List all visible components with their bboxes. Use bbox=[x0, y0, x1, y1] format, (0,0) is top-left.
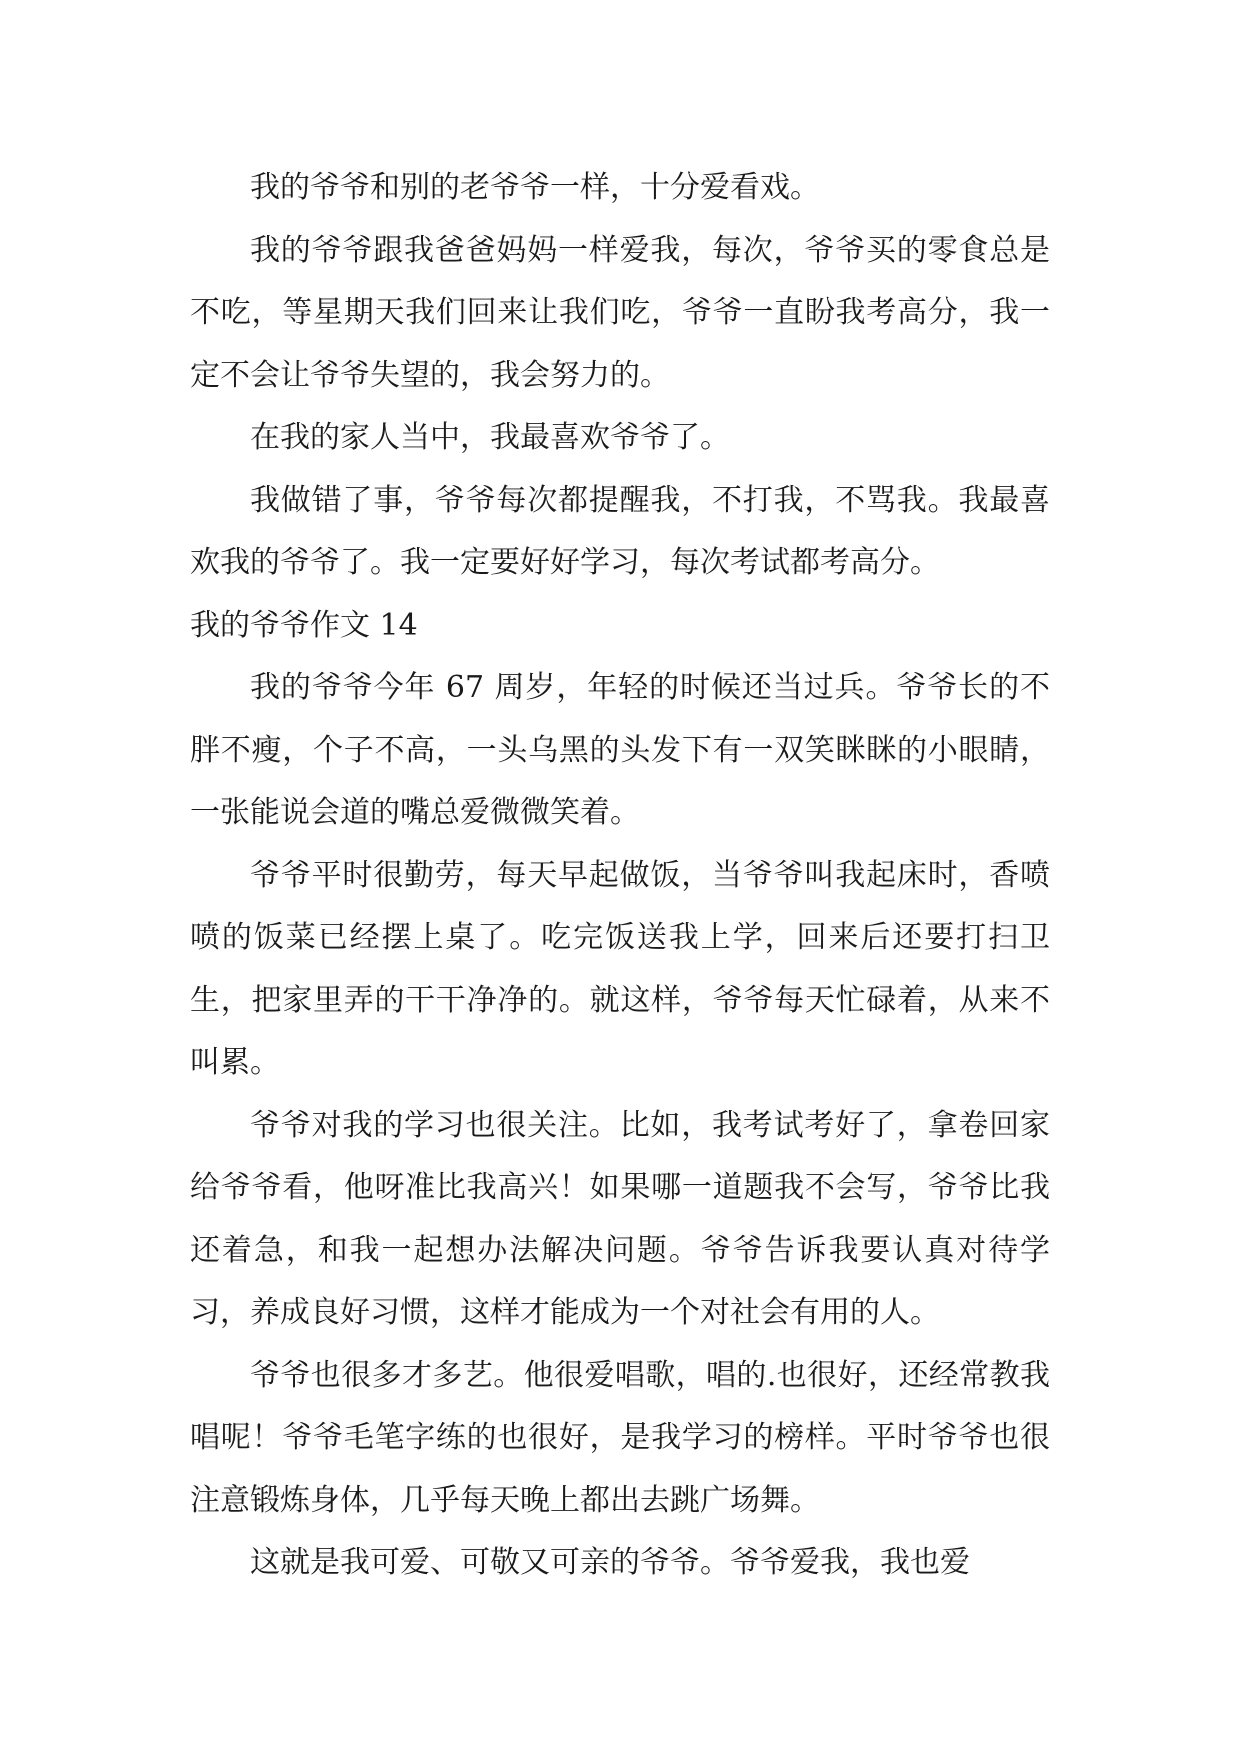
paragraph: 我的爷爷和别的老爷爷一样，十分爱看戏。 bbox=[250, 170, 820, 205]
document-body bbox=[190, 157, 1050, 1595]
paragraph: 爷爷也很多才多艺。他很爱唱歌，唱的.也很好，还经常教我唱呢！爷爷毛笔字练的也很好，是我学习的榜样。平时爷爷也很注意锻炼身体，几乎每天晚上都出去跳广场舞。 bbox=[190, 1357, 1050, 1518]
paragraph: 我做错了事，爷爷每次都提醒我，不打我，不骂我。我最喜欢我的爷爷了。我一定要好好学习，每次考试都考高分。 bbox=[190, 482, 1050, 580]
paragraph: 我的爷爷跟我爸爸妈妈一样爱我，每次，爷爷买的零食总是不吃，等星期天我们回来让我们吃，爷爷一直盼我考高分，我一定不会让爷爷失望的，我会努力的。 bbox=[190, 232, 1050, 393]
section-heading: 我的爷爷作文 14 bbox=[190, 607, 418, 643]
paragraph: 在我的家人当中，我最喜欢爷爷了。 bbox=[250, 420, 730, 455]
paragraph: 爷爷平时很勤劳，每天早起做饭，当爷爷叫我起床时，香喷喷的饭菜已经摆上桌了。吃完饭送我上学，回来后还要打扫卫生，把家里弄的干干净净的。就这样，爷爷每天忙碌着，从来不叫累。 bbox=[190, 857, 1050, 1080]
paragraph: 我的爷爷今年 67 周岁，年轻的时候还当过兵。爷爷长的不胖不瘦，个子不高，一头乌黑的头发下有一双笑眯眯的小眼睛，一张能说会道的嘴总爱微微笑着。 bbox=[190, 670, 1050, 830]
paragraph: 这就是我可爱、可敬又可亲的爷爷。爷爷爱我，我也爱 bbox=[250, 1545, 970, 1580]
paragraph: 爷爷对我的学习也很关注。比如，我考试考好了，拿卷回家给爷爷看，他呀准比我高兴！如果哪一道题我不会写，爷爷比我还着急，和我一起想办法解决问题。爷爷告诉我要认真对待学习，养成良好习惯，这样才能成为一个对社会有用的人。 bbox=[190, 1107, 1050, 1330]
